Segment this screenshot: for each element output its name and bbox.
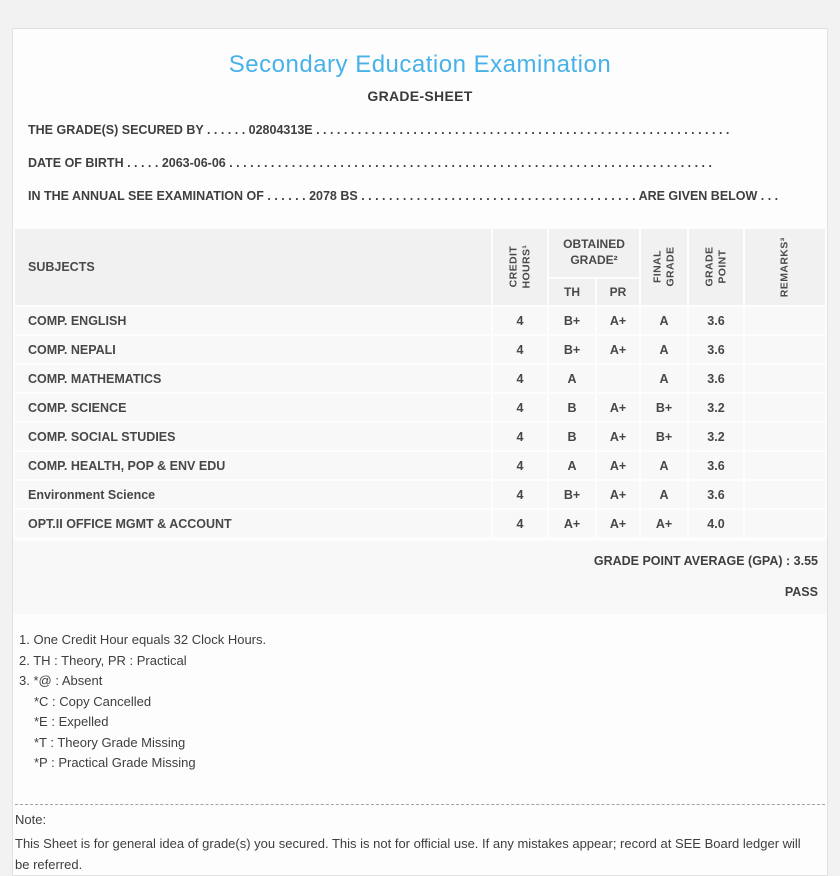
date-of-birth-value: 2063-06-06 (161, 156, 230, 170)
cell-grade-point: 3.6 (689, 336, 743, 363)
credit-hours-header (493, 229, 547, 305)
cell-final-grade: A (641, 307, 687, 334)
cell-th-grade: A (549, 365, 595, 392)
cell-final-grade: A (641, 365, 687, 392)
table-row (15, 394, 825, 421)
footnote-th-pr: 2. TH : Theory, PR : Practical (19, 652, 187, 668)
credit-hours-header-line2: HOURS¹ (519, 245, 532, 289)
cell-pr-grade: A+ (597, 336, 639, 363)
cell-th-grade: B+ (549, 307, 595, 334)
cell-grade-point: 3.6 (689, 365, 743, 392)
grade-point-header-line2: POINT (715, 249, 728, 285)
cell-subject: COMP. SOCIAL STUDIES (15, 423, 491, 450)
table-row (15, 510, 825, 537)
dot-leader: . . . . . . . . . . . . . . . . . . . . . . . . . . . . . . . . . . . . . . . . . . . . . . . . . . . . . . . . . . . . (316, 123, 730, 137)
cell-pr-grade: A+ (597, 481, 639, 508)
cell-remarks (745, 365, 825, 392)
cell-remarks (745, 452, 825, 479)
final-grade-header-line2: GRADE (663, 247, 676, 287)
date-of-birth-line (28, 156, 812, 170)
cell-subject: COMP. MATHEMATICS (15, 365, 491, 392)
cell-remarks (745, 510, 825, 537)
table-row (15, 307, 825, 334)
table-row (15, 481, 825, 508)
table-row (15, 365, 825, 392)
table-row (15, 452, 825, 479)
exam-year-line (28, 189, 812, 203)
dot-leader: . . . . . . (206, 123, 249, 137)
cell-final-grade: A (641, 452, 687, 479)
grade-point-header-line1: GRADE (703, 247, 716, 287)
cell-credit-hours: 4 (493, 336, 547, 363)
cell-final-grade: A (641, 481, 687, 508)
grade-sheet-card (12, 28, 828, 876)
remarks-header (745, 229, 825, 305)
result-summary (13, 541, 827, 614)
symbol-number-value: 02804313E (248, 123, 317, 137)
cell-subject: COMP. NEPALI (15, 336, 491, 363)
note-label: Note: (15, 811, 47, 827)
cell-final-grade: A+ (641, 510, 687, 537)
gpa-value: 3.55 (793, 554, 818, 568)
note-text: This Sheet is for general idea of grade(s) you secured. This is not for official use. If any mistakes appear; record at SEE Board ledger will be referred. (15, 835, 801, 872)
theory-subheader: TH (549, 279, 595, 305)
dot-leader: . . . . . . . . . . . . . . . . . . . . . . . . . . . . . . . . . . . . . . . . (361, 189, 639, 203)
cell-credit-hours: 4 (493, 365, 547, 392)
footnote-credit-hour: 1. One Credit Hour equals 32 Clock Hours. (19, 632, 267, 647)
cell-grade-point: 3.2 (689, 394, 743, 421)
final-grade-header-line1: FINAL (651, 250, 664, 284)
cell-pr-grade: A+ (597, 510, 639, 537)
cell-grade-point: 3.6 (689, 481, 743, 508)
dot-leader: . . . . . . (267, 189, 310, 203)
cell-grade-point: 3.2 (689, 423, 743, 450)
cell-credit-hours: 4 (493, 452, 547, 479)
cell-pr-grade: A+ (597, 307, 639, 334)
cell-pr-grade (597, 365, 639, 392)
gpa-label: GRADE POINT AVERAGE (GPA) : (593, 554, 791, 568)
obtained-grade-header (549, 229, 639, 277)
obtained-grade-header-line2: GRADE² (570, 253, 618, 267)
cell-subject: COMP. SCIENCE (15, 394, 491, 421)
cell-grade-point: 4.0 (689, 510, 743, 537)
table-row (15, 336, 825, 363)
exam-year-value: 2078 BS (309, 189, 362, 203)
practical-subheader: PR (597, 279, 639, 305)
cell-pr-grade: A+ (597, 423, 639, 450)
table-row (15, 423, 825, 450)
grade-sheet-heading: GRADE-SHEET (367, 88, 473, 104)
cell-th-grade: B+ (549, 336, 595, 363)
cell-credit-hours: 4 (493, 394, 547, 421)
page-title: Secondary Education Examination (228, 51, 612, 78)
exam-year-label: IN THE ANNUAL SEE EXAMINATION OF (28, 189, 268, 203)
date-of-birth-label: DATE OF BIRTH (28, 156, 128, 170)
obtained-grade-header-line1: OBTAINED (563, 237, 625, 252)
cell-remarks (745, 394, 825, 421)
cell-subject: Environment Science (15, 481, 491, 508)
cell-final-grade: B+ (641, 423, 687, 450)
dot-leader: . . . . . . . . . . . . . . . . . . . . . . . . . . . . . . . . . . . . . . . . . . . . . . . . . . . . . . . . . . . . . . . . . . . . . . (229, 156, 712, 170)
final-grade-header (641, 229, 687, 305)
cell-remarks (745, 423, 825, 450)
cell-remarks (745, 307, 825, 334)
cell-subject: COMP. ENGLISH (15, 307, 491, 334)
cell-pr-grade: A+ (597, 452, 639, 479)
gpa-line (22, 554, 818, 568)
cell-subject: COMP. HEALTH, POP & ENV EDU (15, 452, 491, 479)
cell-credit-hours: 4 (493, 510, 547, 537)
cell-remarks (745, 481, 825, 508)
footnote-theory-missing: *T : Theory Grade Missing (34, 734, 186, 750)
footer-note (15, 804, 825, 875)
grades-table (13, 227, 827, 539)
cell-th-grade: B+ (549, 481, 595, 508)
symbol-number-line (28, 123, 812, 137)
footnote-practical-missing: *P : Practical Grade Missing (34, 755, 196, 770)
dot-leader: . . . . . (127, 156, 162, 170)
are-given-below-text: ARE GIVEN BELOW . . . (638, 189, 779, 203)
cell-th-grade: A+ (549, 510, 595, 537)
cell-grade-point: 3.6 (689, 452, 743, 479)
footnote-expelled: *E : Expelled (34, 714, 109, 729)
cell-pr-grade: A+ (597, 394, 639, 421)
cell-th-grade: B (549, 423, 595, 450)
cell-th-grade: A (549, 452, 595, 479)
cell-subject: OPT.II OFFICE MGMT & ACCOUNT (15, 510, 491, 537)
table-header-row (15, 229, 825, 277)
cell-th-grade: B (549, 394, 595, 421)
cell-remarks (745, 336, 825, 363)
candidate-info (28, 123, 812, 203)
symbol-number-label: THE GRADE(S) SECURED BY (28, 123, 207, 137)
cell-credit-hours: 4 (493, 423, 547, 450)
result-status: PASS (784, 585, 818, 599)
cell-credit-hours: 4 (493, 481, 547, 508)
footnote-absent: 3. *@ : Absent (19, 673, 103, 688)
subjects-header: SUBJECTS (15, 229, 491, 305)
cell-final-grade: A (641, 336, 687, 363)
footnote-copy-cancelled: *C : Copy Cancelled (34, 693, 152, 709)
cell-grade-point: 3.6 (689, 307, 743, 334)
dashed-divider (15, 804, 825, 805)
remarks-header-text: REMARKS³ (778, 237, 791, 297)
cell-credit-hours: 4 (493, 307, 547, 334)
footnotes (19, 630, 819, 774)
cell-final-grade: B+ (641, 394, 687, 421)
grade-point-header (689, 229, 743, 305)
credit-hours-header-line1: CREDIT (507, 246, 520, 288)
